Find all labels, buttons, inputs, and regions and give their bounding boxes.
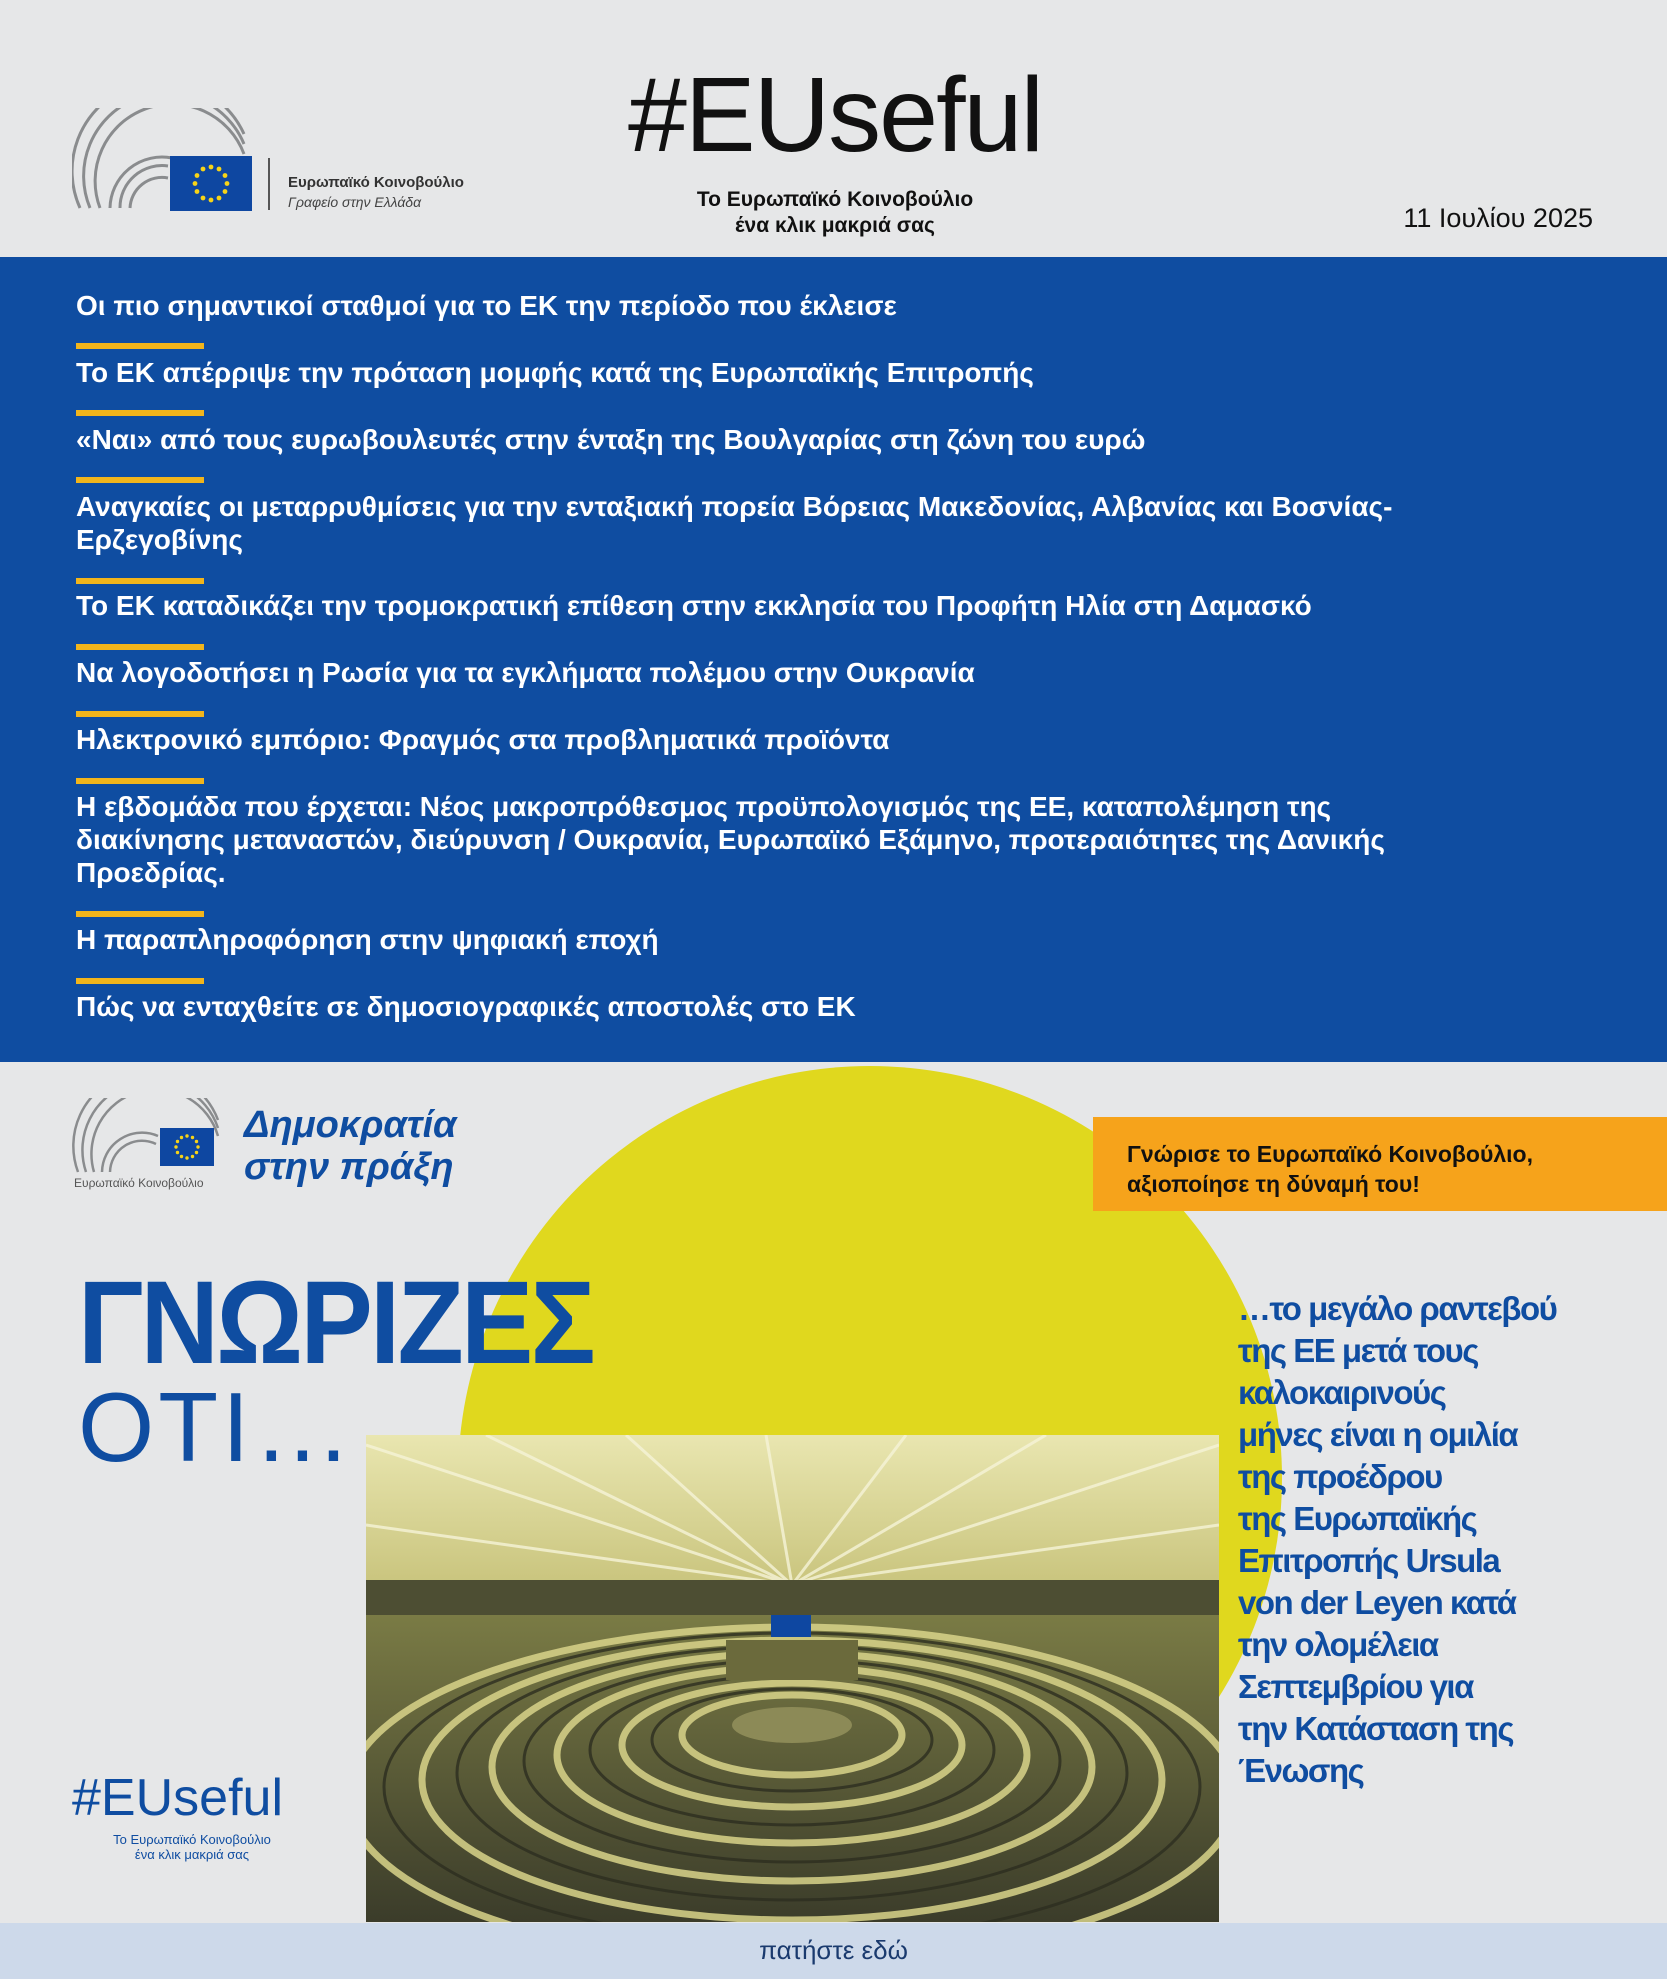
- news-item-4[interactable]: Αναγκαίες οι μεταρρυθμίσεις για την ενταξιακή πορεία Βόρειας Μακεδονίας, Αλβανίας και Βοσνίας- Ερζεγοβίνης: [76, 491, 1393, 555]
- news-item-1[interactable]: Οι πιο σημαντικοί σταθμοί για το ΕΚ την περίοδο που έκλεισε: [76, 290, 897, 321]
- news-item-10[interactable]: Πώς να ενταχθείτε σε δημοσιογραφικές αποστολές στο ΕΚ: [76, 991, 856, 1022]
- news-list: [0, 257, 1667, 1062]
- news-item-6[interactable]: Να λογοδοτήσει η Ρωσία για τα εγκλήματα πολέμου στην Ουκρανία: [76, 657, 975, 688]
- euseful-brand-small: [72, 1769, 332, 1862]
- brand-title: #EUseful: [627, 56, 1043, 174]
- news-item-2[interactable]: Το ΕΚ απέρριψε την πρόταση μομφής κατά της Ευρωπαϊκής Επιτροπής: [76, 357, 1034, 388]
- headline-that: ΟΤΙ…: [78, 1372, 356, 1482]
- plenary-hemicycle-photo[interactable]: [366, 1435, 1219, 1922]
- euseful-brand: [560, 56, 1110, 238]
- click-here-bar[interactable]: [0, 1923, 1667, 1979]
- democracy-title-2: στην πράξη: [244, 1146, 454, 1188]
- news-item-9[interactable]: Η παραπληροφόρηση στην ψηφιακή εποχή: [76, 924, 659, 955]
- click-here-link[interactable]: πατήστε εδώ: [759, 1935, 908, 1965]
- orange-callout-line-1: Γνώρισε το Ευρωπαϊκό Κοινοβούλιο,: [1127, 1141, 1533, 1167]
- news-separator: [76, 911, 204, 917]
- democracy-in-action-logo: [72, 1098, 512, 1198]
- brand-sub-1: Το Ευρωπαϊκό Κοινοβούλιο: [113, 1832, 271, 1847]
- news-separator: [76, 778, 204, 784]
- democracy-title-1: Δημοκρατία: [244, 1104, 457, 1146]
- orange-callout[interactable]: [1093, 1117, 1667, 1211]
- newsletter-header: [0, 0, 1667, 257]
- brand-tagline-1: Το Ευρωπαϊκό Κοινοβούλιο: [696, 188, 974, 211]
- news-item-7[interactable]: Ηλεκτρονικό εμπόριο: Φραγμός στα προβληματικά προϊόντα: [76, 724, 890, 755]
- european-parliament-logo[interactable]: [72, 108, 464, 218]
- issue-date: 11 Ιουλίου 2025: [1403, 203, 1593, 233]
- news-separator: [76, 711, 204, 717]
- news-separator: [76, 578, 204, 584]
- news-item-3[interactable]: «Ναι» από τους ευρωβουλευτές στην ένταξη της Βουλγαρίας στη ζώνη του ευρώ: [76, 424, 1146, 455]
- brand-tagline-2: ένα κλικ μακριά σας: [735, 214, 935, 237]
- eu-flag-icon: [160, 1128, 214, 1166]
- news-separator: [76, 410, 204, 416]
- news-item-8[interactable]: Η εβδομάδα που έρχεται: Νέος μακροπρόθεσμος προϋπολογισμός της ΕΕ, καταπολέμηση της διακίνησης μεταναστών, διεύρυνση / Ουκρανία, Ευρωπαϊκό Εξάμηνο, προτεραιότητες της Δανικής Προεδρίας.: [76, 791, 1385, 888]
- logo-name: Ευρωπαϊκό Κοινοβούλιο: [288, 174, 464, 191]
- news-item-5[interactable]: Το ΕΚ καταδικάζει την τρομοκρατική επίθεση στην εκκλησία του Προφήτη Ηλία στη Δαμασκό: [76, 590, 1312, 621]
- brand-title-small: #EUseful: [72, 1769, 283, 1827]
- news-separator: [76, 343, 204, 349]
- logo-office: Γραφείο στην Ελλάδα: [288, 194, 422, 210]
- did-you-know-text: …το μεγάλο ραντεβού της ΕΕ μετά τους καλοκαιρινούς μήνες είναι η ομιλία της προέδρου της Ευρωπαϊκής Επιτροπής Ursula von der Leyen κατά την ολομέλεια Σεπτεμβρίου για την Κατάσταση της Ένωσης: [1238, 1290, 1557, 1789]
- headline-did-you-know: ΓΝΩΡΙΖΕΣ: [78, 1257, 594, 1389]
- news-separator: [76, 477, 204, 483]
- news-separator: [76, 644, 204, 650]
- logo-divider: [268, 158, 270, 210]
- news-separator: [76, 978, 204, 984]
- brand-sub-2: ένα κλικ μακριά σας: [134, 1847, 250, 1862]
- orange-callout-line-2: αξιοποίησε τη δύναμή του!: [1127, 1171, 1420, 1197]
- logo-label: Ευρωπαϊκό Κοινοβούλιο: [74, 1176, 204, 1190]
- eu-flag-icon: [170, 156, 252, 211]
